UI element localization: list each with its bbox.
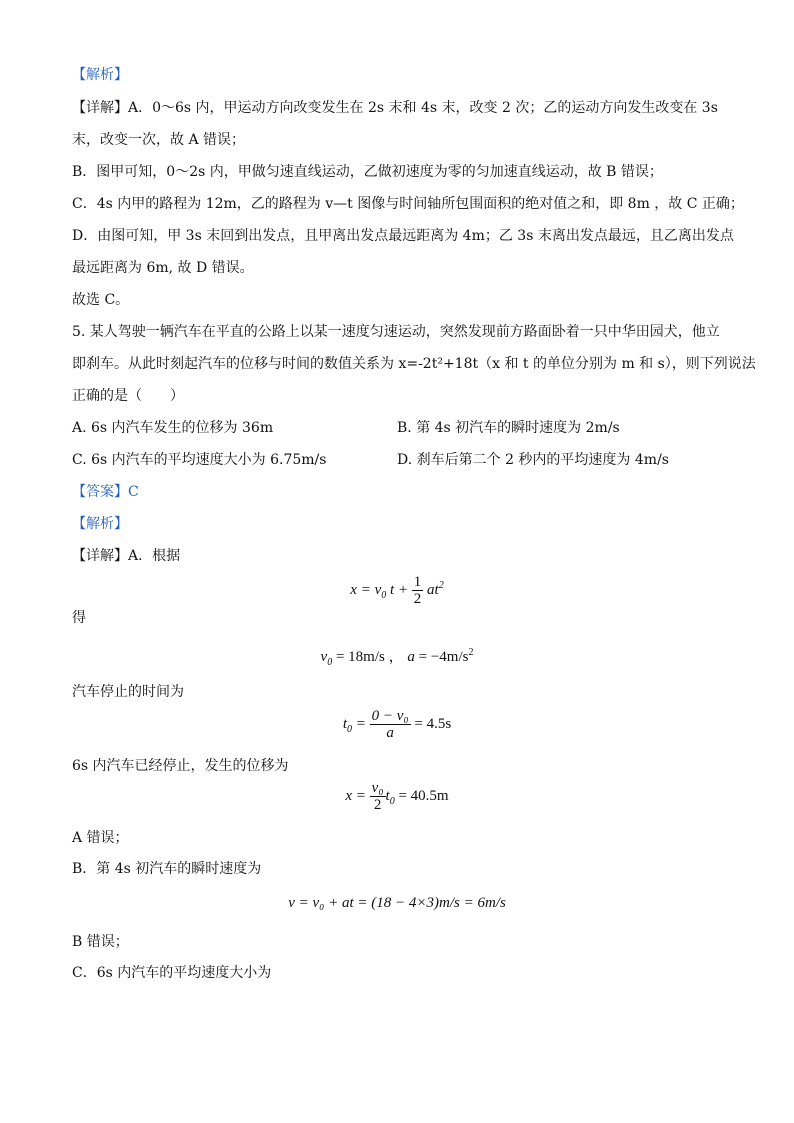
- detail-line-3: B．图甲可知，0～2s 内，甲做匀速直线运动，乙做初速度为零的匀加速直线运动，故 B 错误；: [72, 164, 663, 180]
- answer-line: 【答案】C: [72, 484, 139, 500]
- equation-displacement-result: x = $\frac{\text{v₀}}{2}$ $t_0 = 40.5m$: [345, 780, 449, 813]
- choose-line: 故选 C。: [72, 292, 130, 308]
- option-c: C. 6s 内汽车的平均速度大小为 6.75m/s: [72, 452, 327, 468]
- c-line: C．6s 内汽车的平均速度大小为: [72, 965, 272, 981]
- detail-a-line: 【详解】A．根据: [72, 548, 181, 564]
- question-line-1: 5. 某人驾驶一辆汽车在平直的公路上以某一速度匀速运动，突然发现前方路面卧着一只中华田园犬，他立: [72, 324, 720, 340]
- option-d: D. 刹车后第二个 2 秒内的平均速度为 4m/s: [397, 452, 669, 468]
- detail-line-5: D．由图可知，甲 3s 末回到出发点，且甲离出发点最远距离为 4m；乙 3s 末离出发点最远，且乙离出发点: [72, 228, 734, 244]
- option-a: A. 6s 内汽车发生的位移为 36m: [72, 420, 274, 436]
- equation-velocity: v = v₀ + at = (18 − 4×3)m/s = 6m/s: [288, 895, 506, 911]
- question-line-3: 正确的是（ ）: [72, 388, 184, 404]
- option-b: B. 第 4s 初汽车的瞬时速度为 2m/s: [397, 420, 620, 436]
- six-second-line: 6s 内汽车已经停止，发生的位移为: [72, 758, 289, 774]
- detail-line-4: C．4s 内甲的路程为 12m，乙的路程为 v—t 图像与时间轴所包围面积的绝对值之和，即 8m ，故 C 正确；: [72, 196, 744, 212]
- stop-time-line: 汽车停止的时间为: [72, 684, 184, 700]
- question-line-2: 即刹车。从此时刻起汽车的位移与时间的数值关系为 x=-2t²+18t（x 和 t 的单位分别为 m 和 s），则下列说法: [72, 356, 756, 372]
- detail-line-2: 末，改变一次，故 A 错误；: [72, 132, 246, 148]
- b-wrong-line: B 错误；: [72, 934, 129, 950]
- equation-v0-a: $v_0 = 18m/s$ ， $a = -4m/s^2$: [320, 647, 474, 668]
- analysis-heading: 【解析】: [72, 67, 128, 83]
- de-line: 得: [72, 610, 86, 626]
- detail-line-1: 【详解】A．0～6s 内，甲运动方向改变发生在 2s 末和 4s 末，改变 2 次；乙的运动方向发生改变在 3s: [72, 100, 718, 116]
- equation-displacement: $x = v_0$ t + $\frac{1}{2}$ $at^2$: [350, 574, 444, 607]
- detail-line-6: 最远距离为 6m, 故 D 错误。: [72, 260, 254, 276]
- analysis-heading-2: 【解析】: [72, 516, 128, 532]
- a-wrong-line: A 错误；: [72, 830, 129, 846]
- equation-stop-time: $t_0$ = $\frac{\text{0 − v₀}}{a}$ = 4.5s: [342, 708, 452, 741]
- b-line: B．第 4s 初汽车的瞬时速度为: [72, 861, 262, 877]
